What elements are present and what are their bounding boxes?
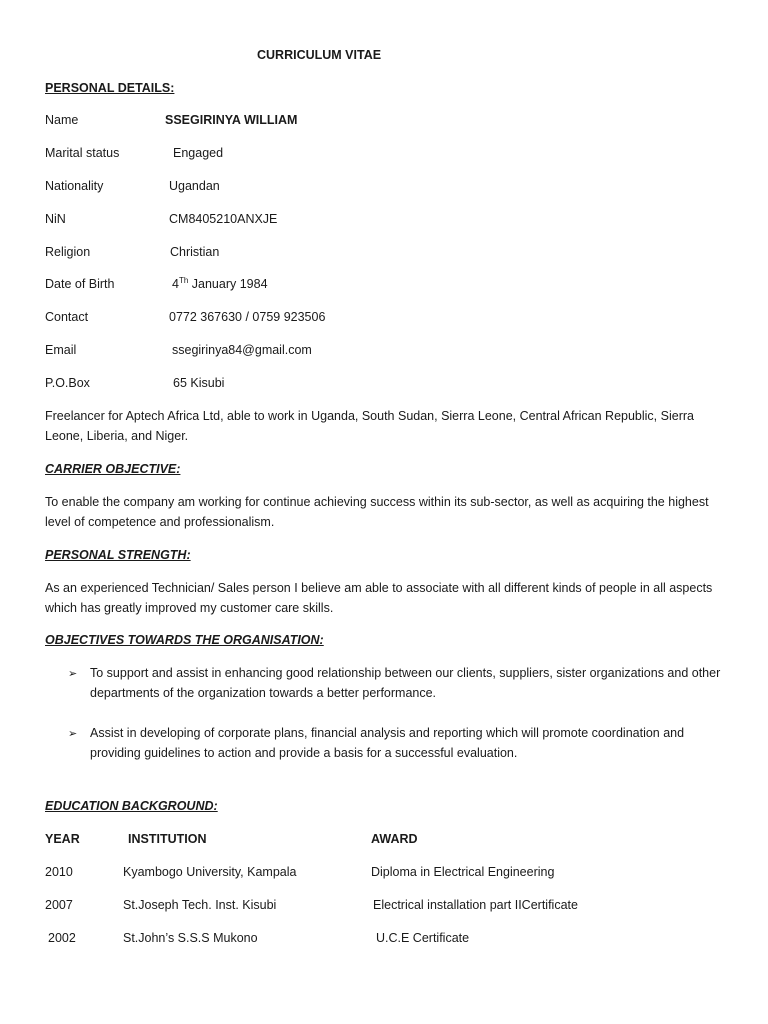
- year-cell: 2007: [45, 898, 73, 912]
- award-cell: U.C.E Certificate: [376, 931, 470, 945]
- year-cell: 2010: [45, 865, 73, 879]
- freelancer-paragraph: Freelancer for Aptech Africa Ltd, able to work in Uganda, South Sudan, Sierra Leone, Central African Republic, Sierra Leone, Liberia, and Niger.: [45, 409, 694, 443]
- carrier-objective-text: To enable the company am working for continue achieving success within its sub-sector, as well as acquiring the highest level of competence and professionalism.: [45, 495, 709, 529]
- email-label: Email: [45, 343, 77, 357]
- list-item-text: Assist in developing of corporate plans, financial analysis and reporting which will promote coordination and providing guidelines to action and provide a basis for a successful evaluation.: [90, 726, 685, 760]
- institution-cell: Kyambogo University, Kampala: [123, 865, 297, 879]
- column-header-institution: INSTITUTION: [128, 832, 207, 846]
- pobox-label: P.O.Box: [45, 376, 90, 390]
- institution-cell: St.John’s S.S.S Mukono: [123, 931, 258, 945]
- nin-label: NiN: [45, 212, 66, 226]
- year-cell: 2002: [48, 931, 76, 945]
- dob-value: 4Th January 1984: [172, 275, 268, 291]
- list-item-text: To support and assist in enhancing good relationship between our clients, suppliers, sister organizations and other departments of the organization towards a better performance.: [90, 666, 721, 700]
- org-objectives-heading: OBJECTIVES TOWARDS THE ORGANISATION:: [45, 633, 324, 647]
- personal-strength-heading: PERSONAL STRENGTH:: [45, 548, 191, 562]
- name-value: SSEGIRINYA WILLIAM: [165, 113, 298, 127]
- dob-label: Date of Birth: [45, 277, 115, 291]
- carrier-objective-heading: CARRIER OBJECTIVE:: [45, 462, 181, 476]
- contact-label: Contact: [45, 310, 89, 324]
- document-title: CURRICULUM VITAE: [257, 48, 382, 62]
- education-heading: EDUCATION BACKGROUND:: [45, 799, 218, 813]
- institution-cell: St.Joseph Tech. Inst. Kisubi: [123, 898, 277, 912]
- name-label: Name: [45, 113, 79, 127]
- personal-strength-text: As an experienced Technician/ Sales person I believe am able to associate with all different kinds of people in all aspects which has greatly improved my customer care skills.: [45, 581, 713, 615]
- arrow-bullet-icon: ➢: [68, 728, 78, 740]
- arrow-bullet-icon: ➢: [68, 668, 78, 680]
- nationality-value: Ugandan: [169, 179, 220, 193]
- marital-status-value: Engaged: [173, 146, 224, 160]
- contact-value: 0772 367630 / 0759 923506: [169, 310, 326, 324]
- personal-details-heading: PERSONAL DETAILS:: [45, 81, 175, 95]
- award-cell: Electrical installation part IICertificate: [373, 898, 578, 912]
- pobox-value: 65 Kisubi: [173, 376, 225, 390]
- email-value: ssegirinya84@gmail.com: [172, 343, 312, 357]
- religion-label: Religion: [45, 245, 91, 259]
- marital-status-label: Marital status: [45, 146, 120, 160]
- nationality-label: Nationality: [45, 179, 104, 193]
- religion-value: Christian: [170, 245, 220, 259]
- column-header-award: AWARD: [371, 832, 418, 846]
- nin-value: CM8405210ANXJE: [169, 212, 278, 226]
- column-header-year: YEAR: [45, 832, 80, 846]
- award-cell: Diploma in Electrical Engineering: [371, 865, 555, 879]
